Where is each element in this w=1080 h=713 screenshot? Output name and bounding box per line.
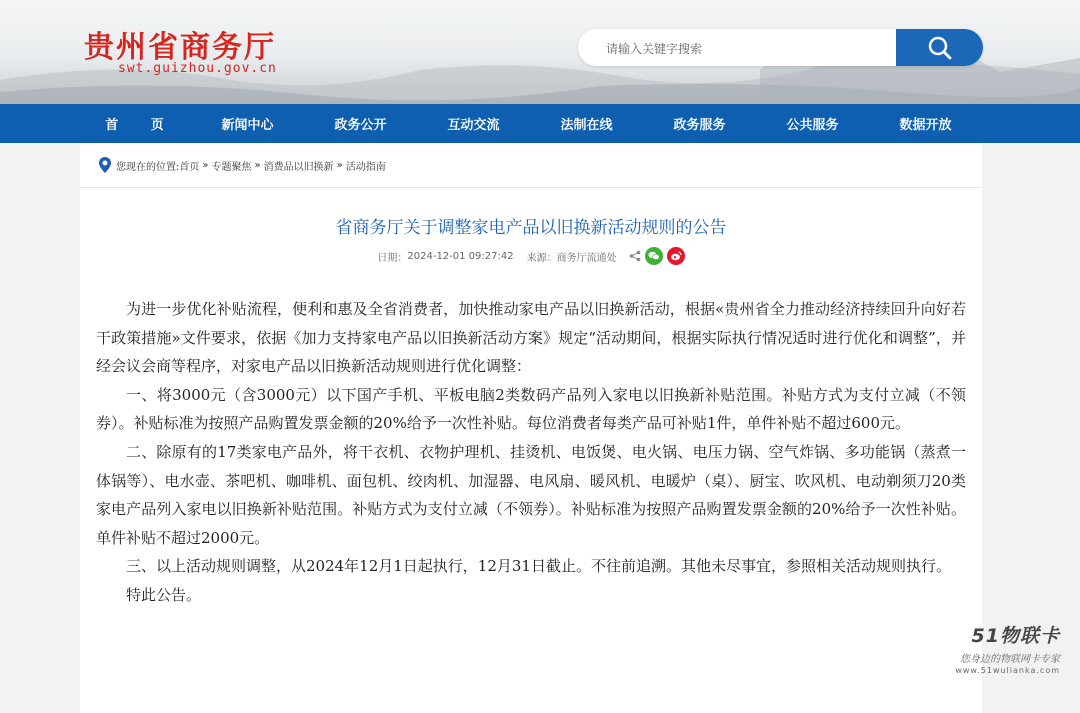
- article-body: [96, 295, 966, 610]
- share-icon[interactable]: [629, 250, 641, 262]
- site-domain: swt.guizhou.gov.cn: [118, 61, 277, 76]
- nav-item-public-services[interactable]: 公共服务: [786, 118, 839, 133]
- nav-item-legal[interactable]: 法制在线: [560, 118, 613, 133]
- breadcrumb-separator: »: [254, 159, 261, 171]
- weibo-share-icon[interactable]: [667, 247, 685, 265]
- breadcrumb-prefix: 您现在的位置:: [116, 161, 180, 173]
- nav-item-news[interactable]: 新闻中心: [221, 118, 274, 133]
- site-name[interactable]: 贵州省商务厅: [84, 30, 276, 65]
- site-header: [0, 0, 1080, 104]
- article-paragraph: 为进一步优化补贴流程，便利和惠及全省消费者，加快推动家电产品以旧换新活动，根据«贵州省全力推动经济持续回升向好若干政策措施»文件要求，依据《加力支持家电产品以旧换新活动方案》规定“活动期间，根据实际执行情况适时进行优化和调整”，并经会议会商等程序，对家电产品以旧换新活动规则进行优化调整：: [96, 300, 966, 376]
- article-paragraph: 二、除原有的17类家电产品外，将干衣机、衣物护理机、挂烫机、电饭煲、电火锅、电压力锅、空气炸锅、多功能锅（蒸煮一体锅等）、电水壶、茶吧机、咖啡机、面包机、绞肉机、加湿器、电风扇、暖风机、电暖炉（桌）、厨宝、吹风机、电动剃须刀20类家电产品列入家电以旧换新补贴范围。补贴方式为支付立减（不领券）。补贴标准为按照产品购置发票金额的20%给予一次性补贴。单件补贴不超过2000元。: [96, 442, 966, 547]
- nav-item-open-data[interactable]: 数据开放: [899, 118, 952, 133]
- search-button[interactable]: [896, 29, 983, 66]
- breadcrumb-topics[interactable]: 专题聚焦: [211, 161, 252, 173]
- search-icon: [927, 35, 953, 61]
- watermark-url: www.51wulianka.com: [955, 666, 1060, 675]
- article-title: 省商务厅关于调整家电产品以旧换新活动规则的公告: [335, 218, 727, 238]
- watermark-brand: 51物联卡: [971, 625, 1060, 647]
- date-label: 日期：: [377, 252, 408, 264]
- main-nav: [0, 104, 1080, 143]
- search-input[interactable]: [604, 29, 908, 66]
- article-paragraph: 特此公告。: [126, 585, 202, 604]
- nav-item-interaction[interactable]: 互动交流: [447, 118, 500, 133]
- location-pin-icon: [98, 156, 112, 174]
- breadcrumb: [98, 155, 386, 175]
- nav-item-home[interactable]: 首 页: [105, 118, 178, 133]
- article-paragraph: 三、以上活动规则调整，从2024年12月1日起执行，12月31日截止。不往前追溯。其他未尽事宜，参照相关活动规则执行。: [126, 557, 951, 576]
- search-box: [578, 29, 983, 66]
- breadcrumb-separator: »: [336, 159, 343, 171]
- breadcrumb-home[interactable]: 首页: [179, 161, 200, 173]
- article-paragraph: 一、将3000元（含3000元）以下国产手机、平板电脑2类数码产品列入家电以旧换新补贴范围。补贴方式为支付立减（不领券）。补贴标准为按照产品购置发票金额的20%给予一次性补贴。每位消费者每类产品可补贴1件，单件补贴不超过600元。: [96, 385, 966, 433]
- wechat-share-icon[interactable]: [645, 247, 663, 265]
- source-label: 来源：: [526, 252, 557, 264]
- nav-item-gov-services[interactable]: 政务服务: [673, 118, 726, 133]
- breadcrumb-separator: »: [202, 159, 209, 171]
- watermark: [935, 616, 1075, 681]
- article-date: 2024-12-01 09:27:42: [407, 250, 514, 262]
- breadcrumb-trade-in[interactable]: 消费品以旧换新: [263, 161, 334, 173]
- divider: [80, 187, 982, 188]
- nav-item-government-affairs[interactable]: 政务公开: [334, 118, 387, 133]
- breadcrumb-activity-guide[interactable]: 活动指南: [345, 161, 386, 173]
- article-meta: [80, 247, 982, 265]
- watermark-slogan: 您身边的物联网卡专家: [960, 654, 1060, 665]
- article-source: 商务厅流通处: [556, 252, 617, 264]
- content-panel: [80, 143, 982, 713]
